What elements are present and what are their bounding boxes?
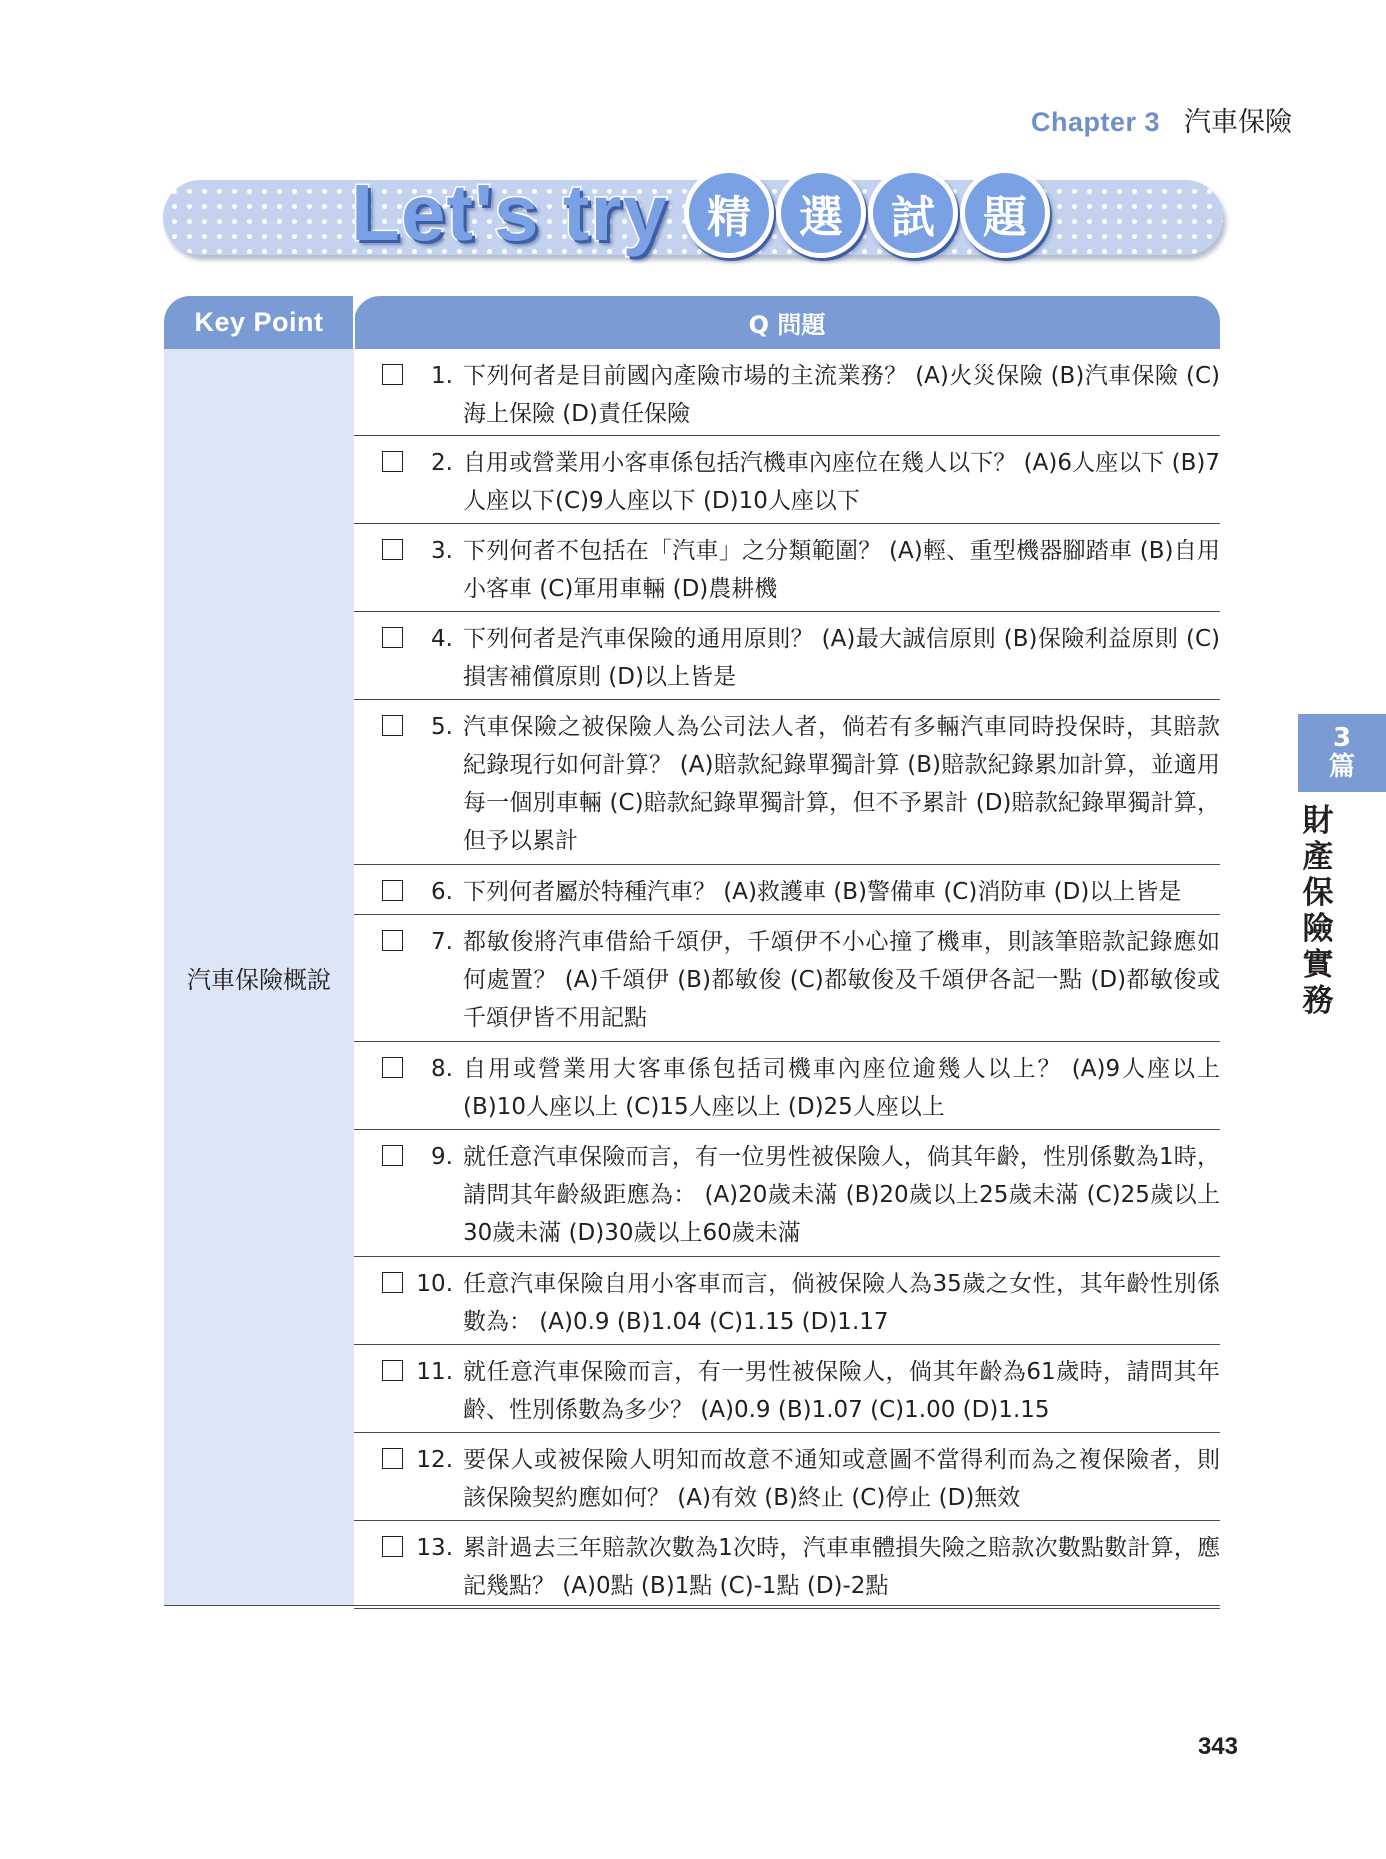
question-number: 10. bbox=[416, 1271, 453, 1297]
question-row bbox=[354, 915, 1220, 1042]
question-row bbox=[354, 1433, 1220, 1521]
question-checkbox[interactable] bbox=[382, 930, 403, 951]
question-text: 就任意汽車保險而言，有一男性被保險人，倘其年齡為61歲時，請問其年齡、性別係數為多少？ (A)0.9 (B)1.07 (C)1.00 (D)1.15 bbox=[463, 1359, 1220, 1423]
part-title-vertical bbox=[1298, 803, 1338, 1019]
part-title-char: 實 bbox=[1302, 947, 1334, 983]
part-title-char: 險 bbox=[1302, 911, 1334, 947]
part-tab bbox=[1298, 714, 1386, 792]
question-checkbox[interactable] bbox=[382, 1057, 403, 1078]
header-divider bbox=[353, 296, 355, 349]
question-text: 下列何者屬於特種汽車？ (A)救護車 (B)警備車 (C)消防車 (D)以上皆是 bbox=[463, 879, 1182, 905]
question-checkbox[interactable] bbox=[382, 451, 403, 472]
question-text: 下列何者不包括在「汽車」之分類範圍？ (A)輕、重型機器腳踏車 (B)自用小客車 (C)軍用車輛 (D)農耕機 bbox=[463, 538, 1220, 602]
question-text: 下列何者是目前國內產險市場的主流業務？ (A)火災保險 (B)汽車保險 (C)海上保險 (D)責任保險 bbox=[463, 363, 1220, 427]
question-checkbox[interactable] bbox=[382, 1145, 403, 1166]
question-number: 1. bbox=[431, 363, 453, 389]
question-text: 就任意汽車保險而言，有一位男性被保險人，倘其年齡，性別係數為1時，請問其年齡級距應為： (A)20歲未滿 (B)20歲以上25歲未滿 (C)25歲以上30歲未滿 (D)30歲以上60歲未滿 bbox=[463, 1144, 1220, 1246]
question-number: 5. bbox=[431, 714, 453, 740]
question-row bbox=[354, 700, 1220, 865]
banner-title bbox=[351, 158, 1050, 268]
lets-try-text: Let's try bbox=[351, 168, 669, 257]
question-row bbox=[354, 1521, 1220, 1609]
chapter-number: Chapter 3 bbox=[1030, 107, 1160, 137]
question-checkbox[interactable] bbox=[382, 627, 403, 648]
question-row bbox=[354, 612, 1220, 700]
page-number: 343 bbox=[1197, 1733, 1238, 1760]
question-checkbox[interactable] bbox=[382, 539, 403, 560]
question-text: 自用或營業用大客車係包括司機車內座位逾幾人以上？ (A)9人座以上 (B)10人座以上 (C)15人座以上 (D)25人座以上 bbox=[463, 1056, 1220, 1120]
question-checkbox[interactable] bbox=[382, 1448, 403, 1469]
question-checkbox[interactable] bbox=[382, 715, 403, 736]
question-header: Q 問題 bbox=[354, 296, 1220, 349]
question-checkbox[interactable] bbox=[382, 1272, 403, 1293]
question-row bbox=[354, 1130, 1220, 1257]
chapter-header bbox=[1031, 100, 1292, 139]
question-number: 11. bbox=[416, 1359, 453, 1385]
part-title-char: 產 bbox=[1302, 839, 1334, 875]
question-text: 累計過去三年賠款次數為1次時，汽車車體損失險之賠款次數點數計算，應記幾點？ (A)0點 (B)1點 (C)-1點 (D)-2點 bbox=[463, 1535, 1220, 1599]
banner-circles bbox=[684, 168, 1050, 258]
question-checkbox[interactable] bbox=[382, 880, 403, 901]
question-number: 13. bbox=[416, 1535, 453, 1561]
question-text: 要保人或被保險人明知而故意不通知或意圖不當得利而為之複保險者，則該保險契約應如何？ (A)有效 (B)終止 (C)停止 (D)無效 bbox=[463, 1447, 1220, 1511]
part-title-char: 財 bbox=[1302, 803, 1334, 839]
banner-circle-char: 選 bbox=[776, 168, 866, 258]
part-title-char: 務 bbox=[1302, 983, 1334, 1019]
question-text: 汽車保險之被保險人為公司法人者，倘若有多輛汽車同時投保時，其賠款紀錄現行如何計算？ (A)賠款紀錄單獨計算 (B)賠款紀錄累加計算，並適用每一個別車輛 (C)賠款紀錄單獨計算，但不予累計 (D)賠款紀錄單獨計算，但予以累計 bbox=[463, 714, 1220, 854]
question-number: 2. bbox=[431, 450, 453, 476]
key-point-header: Key Point bbox=[164, 296, 354, 349]
question-row bbox=[354, 349, 1220, 436]
question-number: 9. bbox=[431, 1144, 453, 1170]
key-point-cell: 汽車保險概說 bbox=[164, 349, 354, 1606]
question-row bbox=[354, 524, 1220, 612]
question-text: 下列何者是汽車保險的通用原則？ (A)最大誠信原則 (B)保險利益原則 (C)損害補償原則 (D)以上皆是 bbox=[463, 626, 1220, 690]
question-number: 7. bbox=[431, 929, 453, 955]
question-number: 6. bbox=[431, 879, 453, 905]
question-number: 4. bbox=[431, 626, 453, 652]
question-row bbox=[354, 1042, 1220, 1130]
banner-circle-char: 題 bbox=[960, 168, 1050, 258]
table-bottom-rule bbox=[164, 1605, 1220, 1606]
question-text: 任意汽車保險自用小客車而言，倘被保險人為35歲之女性，其年齡性別係數為： (A)0.9 (B)1.04 (C)1.15 (D)1.17 bbox=[463, 1271, 1220, 1335]
part-label: 篇 bbox=[1328, 752, 1355, 782]
part-number: 3 bbox=[1332, 723, 1352, 754]
chapter-title: 汽車保險 bbox=[1184, 107, 1292, 138]
question-text: 自用或營業用小客車係包括汽機車內座位在幾人以下？ (A)6人座以下 (B)7人座以下(C)9人座以下 (D)10人座以下 bbox=[463, 450, 1220, 514]
question-checkbox[interactable] bbox=[382, 1536, 403, 1557]
banner-circle-char: 試 bbox=[868, 168, 958, 258]
question-number: 3. bbox=[431, 538, 453, 564]
question-row bbox=[354, 1345, 1220, 1433]
question-table bbox=[164, 296, 1220, 1606]
question-list bbox=[354, 349, 1220, 1609]
question-row bbox=[354, 436, 1220, 524]
part-title-char: 保 bbox=[1302, 875, 1334, 911]
question-row bbox=[354, 865, 1220, 915]
table-body bbox=[164, 349, 1220, 1606]
question-checkbox[interactable] bbox=[382, 1360, 403, 1381]
question-row bbox=[354, 1257, 1220, 1345]
banner-circle-char: 精 bbox=[684, 168, 774, 258]
question-checkbox[interactable] bbox=[382, 364, 403, 385]
question-text: 都敏俊將汽車借給千頌伊，千頌伊不小心撞了機車，則該筆賠款記錄應如何處置？ (A)千頌伊 (B)都敏俊 (C)都敏俊及千頌伊各記一點 (D)都敏俊或千頌伊皆不用記點 bbox=[463, 929, 1220, 1031]
question-number: 12. bbox=[416, 1447, 453, 1473]
question-number: 8. bbox=[431, 1056, 453, 1082]
table-header bbox=[164, 296, 1220, 349]
